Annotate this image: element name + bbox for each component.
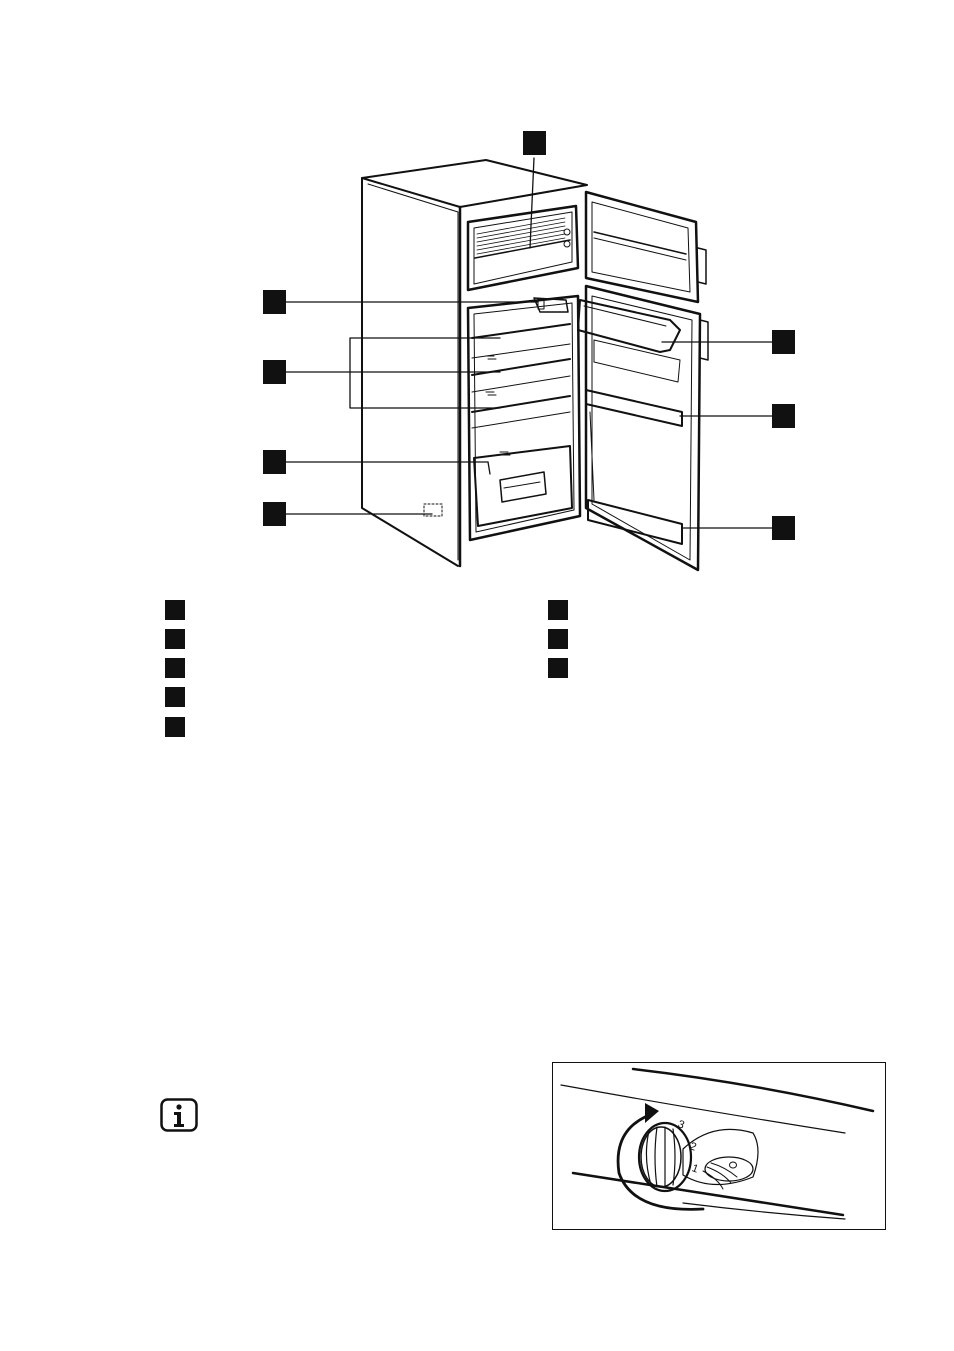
callout-bottle-shelf [772, 516, 795, 540]
callout-crisper [263, 450, 286, 474]
fridge-diagram [0, 0, 954, 600]
thermostat-illustration [552, 1062, 886, 1230]
callout-door-shelf [772, 404, 795, 428]
legend-marker [165, 658, 185, 678]
legend-marker [548, 600, 568, 620]
legend-marker [548, 629, 568, 649]
dial-marking-2: 2 [688, 1140, 698, 1154]
callout-glass-shelves [263, 360, 286, 384]
legend-marker [165, 717, 185, 737]
callout-light-thermostat [263, 290, 286, 314]
fridge-compartment [424, 296, 580, 540]
dial-marking-3: 3 [676, 1118, 686, 1132]
legend-marker [548, 658, 568, 678]
callout-freezer-shelf [523, 131, 546, 155]
callout-rating-plate [263, 502, 286, 526]
legend-marker [165, 629, 185, 649]
freezer-compartment [468, 206, 578, 290]
freezer-door [586, 192, 706, 302]
legend-marker [165, 600, 185, 620]
info-icon [160, 1098, 198, 1132]
dial-marking-1: 1 [690, 1162, 700, 1176]
thermostat-dial-drawing [553, 1063, 885, 1229]
callout-markers [263, 131, 795, 540]
callout-butter-compartment [772, 330, 795, 354]
legend-marker [165, 687, 185, 707]
